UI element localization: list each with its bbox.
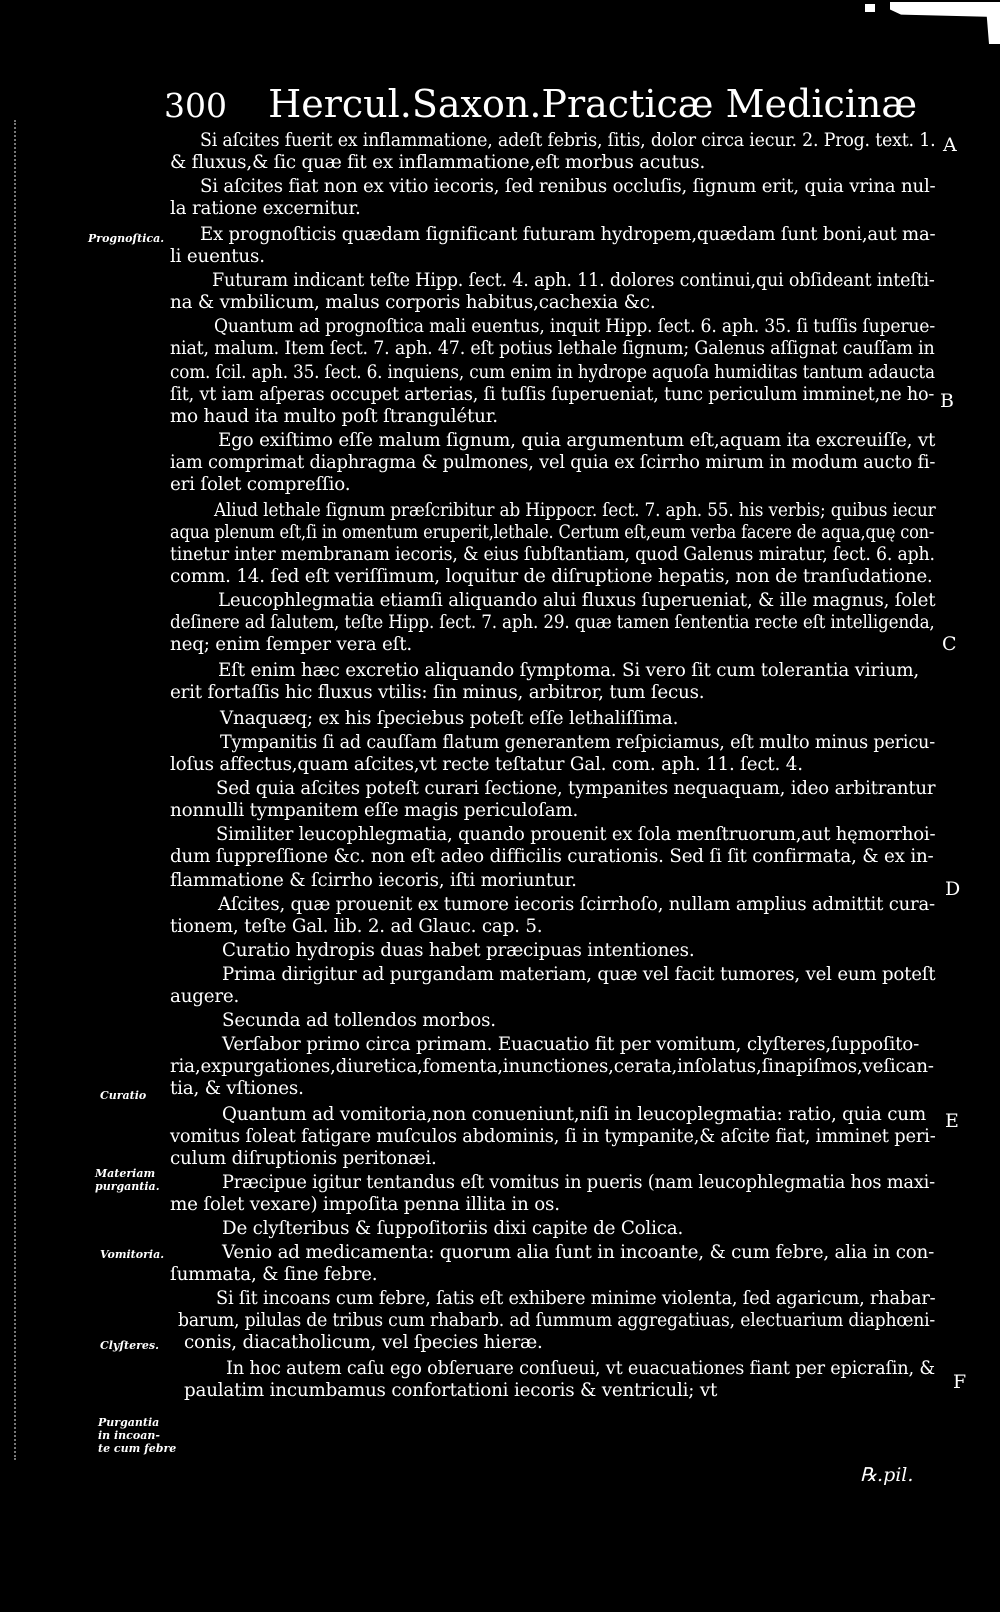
text-line: ria,expurgationes,diuretica,fomenta,inunctiones,cerata,inſolatus,ſinapiſmos,veſican- bbox=[170, 1056, 934, 1077]
section-letter: F bbox=[953, 1371, 967, 1393]
text-line: Quantum ad vomitoria,non conueniunt,niſi in leucoplegmatia: ratio, quia cum bbox=[222, 1104, 926, 1125]
text-line: Ego exiſtimo eſſe malum ſignum, quia argumentum eſt,aquam ita excreuiſſe, vt bbox=[218, 430, 936, 451]
margin-note-line: Clyſteres. bbox=[100, 1339, 159, 1352]
text-line: Venio ad medicamenta: quorum alia ſunt in incoante, & cum febre, alia in con- bbox=[222, 1242, 935, 1263]
text-line: Eſt enim hæc excretio aliquando ſymptoma. Si vero ſit cum tolerantia virium, bbox=[218, 660, 920, 681]
text-line: Præcipue igitur tentandus eſt vomitus in pueris (nam leucophlegmatia hos maxi- bbox=[222, 1172, 935, 1193]
text-line: Prima dirigitur ad purgandam materiam, quæ vel facit tumores, vel eum poteſt bbox=[222, 964, 936, 985]
text-line: tinetur inter membranam iecoris, & eius ſubſtantiam, quod Galenus miratur, ſect. 6. aph. bbox=[170, 544, 935, 565]
text-line: Curatio hydropis duas habet præcipuas intentiones. bbox=[222, 940, 695, 961]
text-line: flammatione & ſcirrho iecoris, iſti moriuntur. bbox=[170, 870, 577, 891]
margin-note-line: Vomitoria. bbox=[100, 1248, 165, 1261]
text-line: Secunda ad tollendos morbos. bbox=[222, 1010, 496, 1031]
text-line: loſus affectus,quam aſcites,vt recte teſtatur Gal. com. aph. 11. ſect. 4. bbox=[170, 754, 803, 775]
text-line: dum ſuppreſſione &c. non eſt adeo difficilis curationis. Sed ſi ſit confirmata, & ex in- bbox=[170, 846, 934, 867]
text-line: Leucophlegmatia etiamſi aliquando alui fluxus ſuperueniat, & ille magnus, ſolet bbox=[218, 590, 936, 611]
text-line: Futuram indicant teſte Hipp. ſect. 4. aph. 11. dolores continui,qui obſideant inteſti- bbox=[212, 270, 935, 291]
text-line: me ſolet vexare) impoſita penna illita in os. bbox=[170, 1194, 560, 1215]
margin-note-line: Prognoſtica. bbox=[88, 232, 165, 245]
text-line: aqua plenum eſt,ſi in omentum eruperit,lethale. Certum eſt,eum verba facere de aqua,quę con- bbox=[170, 522, 935, 543]
margin-note bbox=[100, 1248, 164, 1261]
text-line: li euentus. bbox=[170, 246, 265, 267]
binding-gutter bbox=[14, 120, 20, 1460]
text-line: barum, pilulas de tribus cum rhabarb. ad ſummum aggregatiuas, electuarium diaphœni- bbox=[178, 1310, 936, 1331]
page-number: 300 bbox=[164, 86, 227, 125]
text-line: deſinere ad ſalutem, teſte Hipp. ſect. 7. aph. 29. quæ tamen ſententia recte eſt intelligenda, bbox=[170, 612, 935, 633]
margin-note-line: Materiam bbox=[95, 1167, 156, 1180]
text-line: Sed quia aſcites poteſt curari ſectione, tympanites nequaquam, ideo arbitrantur bbox=[216, 778, 936, 799]
text-line: ſit, vt iam aſperas occupet arterias, ſi tuſſis ſuperueniat, tunc periculum imminet,ne ho- bbox=[170, 384, 935, 405]
text-line: augere. bbox=[170, 986, 240, 1007]
margin-note-line: Purgantia bbox=[98, 1416, 160, 1429]
text-line: Tympanitis ſi ad cauſſam flatum generantem reſpiciamus, eſt multo minus pericu- bbox=[220, 732, 935, 753]
text-line: iam comprimat diaphragma & pulmones, vel quia ex ſcirrho mirum in modum aucto fi- bbox=[170, 452, 936, 473]
margin-note bbox=[95, 1167, 160, 1193]
text-line: De clyſteribus & ſuppoſitoriis dixi capite de Colica. bbox=[222, 1218, 684, 1239]
margin-note bbox=[88, 232, 164, 245]
margin-note-line: Curatio bbox=[100, 1089, 147, 1102]
text-line: vomitus ſoleat fatigare muſculos abdominis, ſi in tympanite,& aſcite fiat, imminet peri- bbox=[170, 1126, 936, 1147]
text-line: Vnaquæq; ex his ſpeciebus poteſt eſſe lethaliſſima. bbox=[220, 708, 679, 729]
text-line: Ex prognoſticis quædam ſignificant futuram hydropem,quædam ſunt boni,aut ma- bbox=[200, 224, 936, 245]
text-line: culum diſruptionis peritonæi. bbox=[170, 1148, 437, 1169]
running-title: Hercul.Saxon.Practicæ Medicinæ bbox=[268, 82, 918, 126]
margin-note bbox=[100, 1089, 146, 1102]
scan-speck bbox=[865, 4, 875, 12]
margin-note-line: te cum febre bbox=[98, 1442, 177, 1455]
text-line: ſummata, & ſine febre. bbox=[170, 1264, 378, 1285]
section-letter: E bbox=[945, 1110, 959, 1132]
text-line: Quantum ad prognoſtica mali euentus, inquit Hipp. ſect. 6. aph. 35. ſi tuſſis ſuperue- bbox=[214, 316, 935, 337]
text-line: neq; enim ſemper vera eſt. bbox=[170, 634, 412, 655]
margin-note bbox=[98, 1416, 176, 1455]
scan-corner-mark bbox=[890, 2, 1000, 44]
text-line: mo haud ita multo poſt ſtrangulétur. bbox=[170, 406, 498, 427]
text-line: In hoc autem caſu ego obſeruare conſueui, vt euacuationes fiant per epicraſin, & bbox=[226, 1358, 935, 1379]
text-line: Verſabor primo circa primam. Euacuatio fit per vomitum, clyſteres,ſuppoſito- bbox=[222, 1034, 920, 1055]
text-line: & fluxus,& ſic quæ fit ex inflammatione,eſt morbus acutus. bbox=[170, 152, 706, 173]
section-letter: A bbox=[943, 134, 957, 156]
text-line: niat, malum. Item ſect. 7. aph. 47. eſt potius lethale ſignum; Galenus aſſignat cauſſam in bbox=[170, 338, 935, 359]
text-line: Aliud lethale ſignum præſcribitur ab Hippocr. ſect. 7. aph. 55. his verbis; quibus iecur bbox=[214, 500, 936, 521]
margin-note bbox=[100, 1339, 159, 1352]
margin-note-line: in incoan- bbox=[98, 1429, 160, 1442]
section-letter: D bbox=[945, 878, 961, 900]
text-line: erit fortaſſis hic fluxus vtilis: ſin minus, arbitror, tum ſecus. bbox=[170, 682, 705, 703]
text-line: comm. 14. ſed eſt veriſſimum, loquitur de diſruptione hepatis, non de tranſudatione. bbox=[170, 566, 933, 587]
text-line: conis, diacatholicum, vel ſpecies hieræ. bbox=[184, 1332, 543, 1353]
catchword: ℞.pil. bbox=[860, 1464, 914, 1486]
text-line: paulatim incumbamus confortationi iecoris & ventriculi; vt bbox=[184, 1380, 718, 1401]
text-line: Si aſcites fiat non ex vitio iecoris, ſed renibus occluſis, ſignum erit, quia vrina nul- bbox=[200, 176, 936, 197]
text-line: tia, & vſtiones. bbox=[170, 1078, 304, 1099]
text-line: Similiter leucophlegmatia, quando prouenit ex ſola menſtruorum,aut hęmorrhoi- bbox=[216, 824, 936, 845]
text-line: tionem, teſte Gal. lib. 2. ad Glauc. cap. 5. bbox=[170, 916, 543, 937]
margin-note-line: purgantia. bbox=[95, 1180, 160, 1193]
text-line: Aſcites, quæ prouenit ex tumore iecoris ſcirrhoſo, nullam amplius admittit cura- bbox=[218, 894, 935, 915]
text-line: la ratione excernitur. bbox=[170, 198, 361, 219]
text-line: nonnulli tympanitem eſſe magis periculoſam. bbox=[170, 800, 579, 821]
text-line: na & vmbilicum, malus corporis habitus,cachexia &c. bbox=[170, 292, 656, 313]
text-line: com. ſcil. aph. 35. ſect. 6. inquiens, cum enim in hydrope aquoſa humiditas tantum adaucta bbox=[170, 362, 935, 383]
section-letter: B bbox=[940, 390, 954, 412]
section-letter: C bbox=[942, 633, 957, 655]
text-line: Si ſit incoans cum febre, ſatis eſt exhibere minime violenta, ſed agaricum, rhabar- bbox=[216, 1288, 936, 1309]
text-line: eri ſolet compreſſio. bbox=[170, 474, 351, 495]
page-header bbox=[164, 82, 917, 126]
text-line: Si aſcites fuerit ex inflammatione, adeſt febris, ſitis, dolor circa iecur. 2. Prog. text. 1. bbox=[200, 130, 936, 151]
